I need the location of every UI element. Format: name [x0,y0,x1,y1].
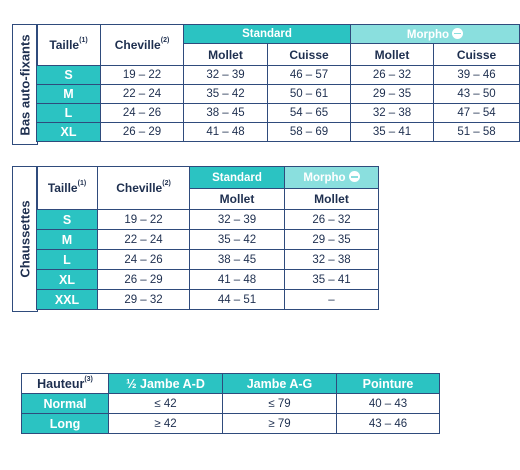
table1-header-morpho-cuisse: Cuisse [434,44,520,66]
morpho-mollet-cell: 35 – 41 [285,270,379,290]
cheville-cell: 19 – 22 [101,66,184,85]
demi-jambe-cell: ≤ 42 [109,394,223,414]
size-cell: XL [37,270,98,290]
cheville-cell: 26 – 29 [101,123,184,142]
standard-cuisse-cell: 58 – 69 [268,123,351,142]
table2-header-morpho: Morpho [285,167,379,189]
table2-header-cheville: Cheville$^{(2)}$ [98,167,190,210]
table-row [37,270,379,290]
cheville-cell: 26 – 29 [98,270,190,290]
jambe-cell: ≤ 79 [223,394,337,414]
morpho-mollet-cell: 29 – 35 [285,230,379,250]
standard-mollet-cell: 38 – 45 [184,104,268,123]
size-cell: S [37,66,101,85]
size-cell: XL [37,123,101,142]
table-row [22,414,440,434]
table1-header-morpho: Morpho [351,25,520,44]
pointure-cell: 40 – 43 [337,394,440,414]
standard-mollet-cell: 38 – 45 [190,250,285,270]
table1-header-standard-mollet: Mollet [184,44,268,66]
standard-cuisse-cell: 46 – 57 [268,66,351,85]
table1-side-label: Bas auto-fixants [17,33,33,136]
standard-mollet-cell: 35 – 42 [184,85,268,104]
minus-circle-icon [349,171,360,182]
table-row [37,250,379,270]
table1-header-cheville: Cheville$^{(2)}$ [101,25,184,66]
table2-header-standard-mollet: Mollet [190,189,285,210]
table1-side-label-cell [12,24,38,145]
morpho-cuisse-cell: 47 – 54 [434,104,520,123]
table3-header-hauteur: Hauteur$^{(3)}$ [22,374,109,394]
table2-side-label: Chaussettes [17,200,33,278]
table1-header-morpho-mollet: Mollet [351,44,434,66]
standard-mollet-cell: 44 – 51 [190,290,285,310]
size-cell: L [37,250,98,270]
demi-jambe-cell: ≥ 42 [109,414,223,434]
table3-header-demi-jambe: ½ Jambe A-D [109,374,223,394]
cheville-cell: 24 – 26 [101,104,184,123]
table1-header-taille: Taille$^{(1)}$ [37,25,101,66]
table3-header-jambe: Jambe A-G [223,374,337,394]
standard-mollet-cell: 41 – 48 [184,123,268,142]
table-row [37,85,520,104]
cheville-cell: 19 – 22 [98,210,190,230]
standard-mollet-cell: 32 – 39 [184,66,268,85]
table1-header-standard-cuisse: Cuisse [268,44,351,66]
cheville-cell: 24 – 26 [98,250,190,270]
cheville-cell: 22 – 24 [101,85,184,104]
table-row [37,66,520,85]
table2-header-taille: Taille$^{(1)}$ [37,167,98,210]
standard-cuisse-cell: 54 – 65 [268,104,351,123]
morpho-cuisse-cell: 39 – 46 [434,66,520,85]
morpho-mollet-cell: 32 – 38 [351,104,434,123]
standard-mollet-cell: 32 – 39 [190,210,285,230]
table1-bas-auto-fixants [36,24,520,142]
morpho-mollet-cell: 29 – 35 [351,85,434,104]
table2-side-label-cell [12,166,38,312]
table-row [37,290,379,310]
table-row [37,230,379,250]
size-cell: M [37,230,98,250]
table3-header-pointure: Pointure [337,374,440,394]
table-row [37,123,520,142]
jambe-cell: ≥ 79 [223,414,337,434]
table-row [22,394,440,414]
table2-header-standard: Standard [190,167,285,189]
standard-mollet-cell: 41 – 48 [190,270,285,290]
hauteur-label-cell: Long [22,414,109,434]
morpho-mollet-cell: 26 – 32 [285,210,379,230]
cheville-cell: 29 – 32 [98,290,190,310]
morpho-mollet-cell: 32 – 38 [285,250,379,270]
size-cell: S [37,210,98,230]
table2-header-morpho-mollet: Mollet [285,189,379,210]
pointure-cell: 43 – 46 [337,414,440,434]
size-cell: L [37,104,101,123]
morpho-cuisse-cell: 51 – 58 [434,123,520,142]
morpho-mollet-cell: 26 – 32 [351,66,434,85]
size-cell: M [37,85,101,104]
size-cell: XXL [37,290,98,310]
morpho-cuisse-cell: 43 – 50 [434,85,520,104]
morpho-mollet-cell: 35 – 41 [351,123,434,142]
standard-cuisse-cell: 50 – 61 [268,85,351,104]
table2-chaussettes [36,166,379,310]
hauteur-label-cell: Normal [22,394,109,414]
cheville-cell: 22 – 24 [98,230,190,250]
table-row [37,210,379,230]
table3-hauteur [21,373,440,434]
table-row [37,104,520,123]
table1-header-standard: Standard [184,25,351,44]
standard-mollet-cell: 35 – 42 [190,230,285,250]
minus-circle-icon [452,28,463,39]
morpho-mollet-cell: – [285,290,379,310]
